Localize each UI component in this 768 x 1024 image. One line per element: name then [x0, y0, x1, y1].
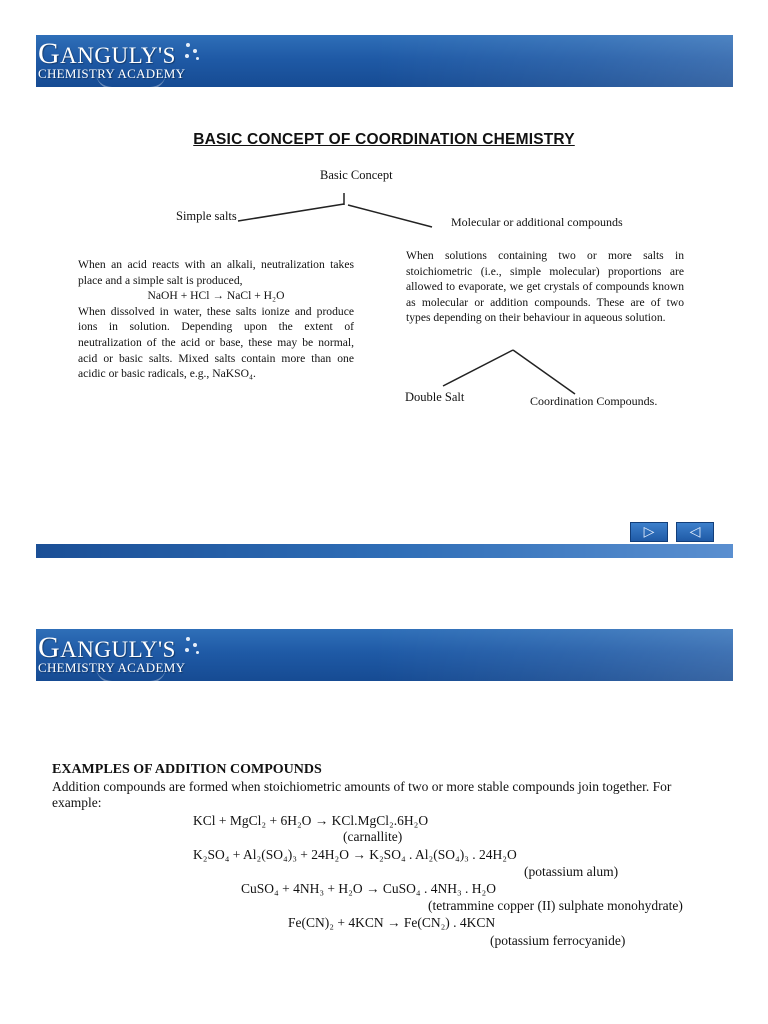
next-slide-button[interactable]	[630, 522, 668, 542]
compound-name-2: (potassium alum)	[524, 864, 619, 879]
simple-salts-label: Simple salts	[176, 209, 237, 223]
equation-3: CuSO₄ + 4NH₃ + H₂O → CuSO₄ . 4NH₃ . H₂O	[241, 881, 496, 896]
sparkle-dots-icon	[182, 635, 204, 657]
examples-intro: Addition compounds are formed when stoichiometric amounts of two or more stable compounds join together. For example:	[52, 779, 672, 810]
equation-1: KCl + MgCl₂ + 6H₂O → KCl.MgCl₂.6H₂O	[193, 813, 429, 828]
simple-salts-text-1: When an acid reacts with an alkali, neutralization takes place and a simple salt is produced,	[78, 258, 354, 287]
simple-salts-text-2: When dissolved in water, these salts ionize and produce ions in solution. Depending upon the extent of neutralization of the acid or base, these may be normal, acid or basic salts. Mixed salts contain more than one acidic or basic radicals, e.g., NaKSO₄.	[78, 304, 354, 381]
brand-logo-text: GANGULY'S	[38, 37, 176, 70]
play-left-icon: ◁	[689, 524, 701, 540]
brand-tagline: CHEMISTRY ACADEMY	[38, 66, 186, 81]
page-title: BASIC CONCEPT OF COORDINATION CHEMISTRY	[193, 131, 575, 148]
simple-salts-paragraph	[78, 257, 354, 382]
compound-name-3: (tetrammine copper (II) sulphate monohydrate)	[428, 898, 683, 913]
subtree-left-line	[443, 350, 513, 386]
compound-name-1: (carnallite)	[343, 829, 403, 844]
molecular-compounds-label: Molecular or additional compounds	[451, 215, 623, 229]
root-label: Basic Concept	[320, 168, 393, 182]
coordination-compounds-label: Coordination Compounds.	[530, 394, 658, 408]
previous-slide-button[interactable]	[676, 522, 714, 542]
play-right-icon: ▷	[643, 524, 655, 540]
equation-4: Fe(CN)₂ + 4KCN → Fe(CN₂) . 4KCN	[288, 915, 496, 930]
compound-name-4: (potassium ferrocyanide)	[490, 933, 626, 948]
header-banner-page2	[36, 629, 733, 681]
subtree-right-line	[513, 350, 575, 394]
tree-left-line	[238, 204, 344, 221]
examples-heading: EXAMPLES OF ADDITION COMPOUNDS	[52, 762, 322, 777]
footer-bar	[36, 544, 733, 558]
brand-tagline: CHEMISTRY ACADEMY	[38, 660, 186, 675]
neutralization-equation: NaOH + HCl → NaCl + H₂O	[147, 289, 285, 303]
molecular-compounds-paragraph: When solutions containing two or more salts in stoichiometric (i.e., simple molecular) proportions are allowed to evaporate, we get crystals of compounds known as molecular or addition compounds. These are of two types depending on their behaviour in aqueous solution.	[406, 249, 684, 325]
double-salt-label: Double Salt	[405, 390, 465, 404]
tree-right-line	[348, 205, 432, 227]
brand-logo-text: GANGULY'S	[38, 631, 176, 664]
equation-2: K₂SO₄ + Al₂(SO₄)₃ + 24H₂O → K₂SO₄ . Al₂(SO₄)₃ . 24H₂O	[193, 847, 517, 862]
